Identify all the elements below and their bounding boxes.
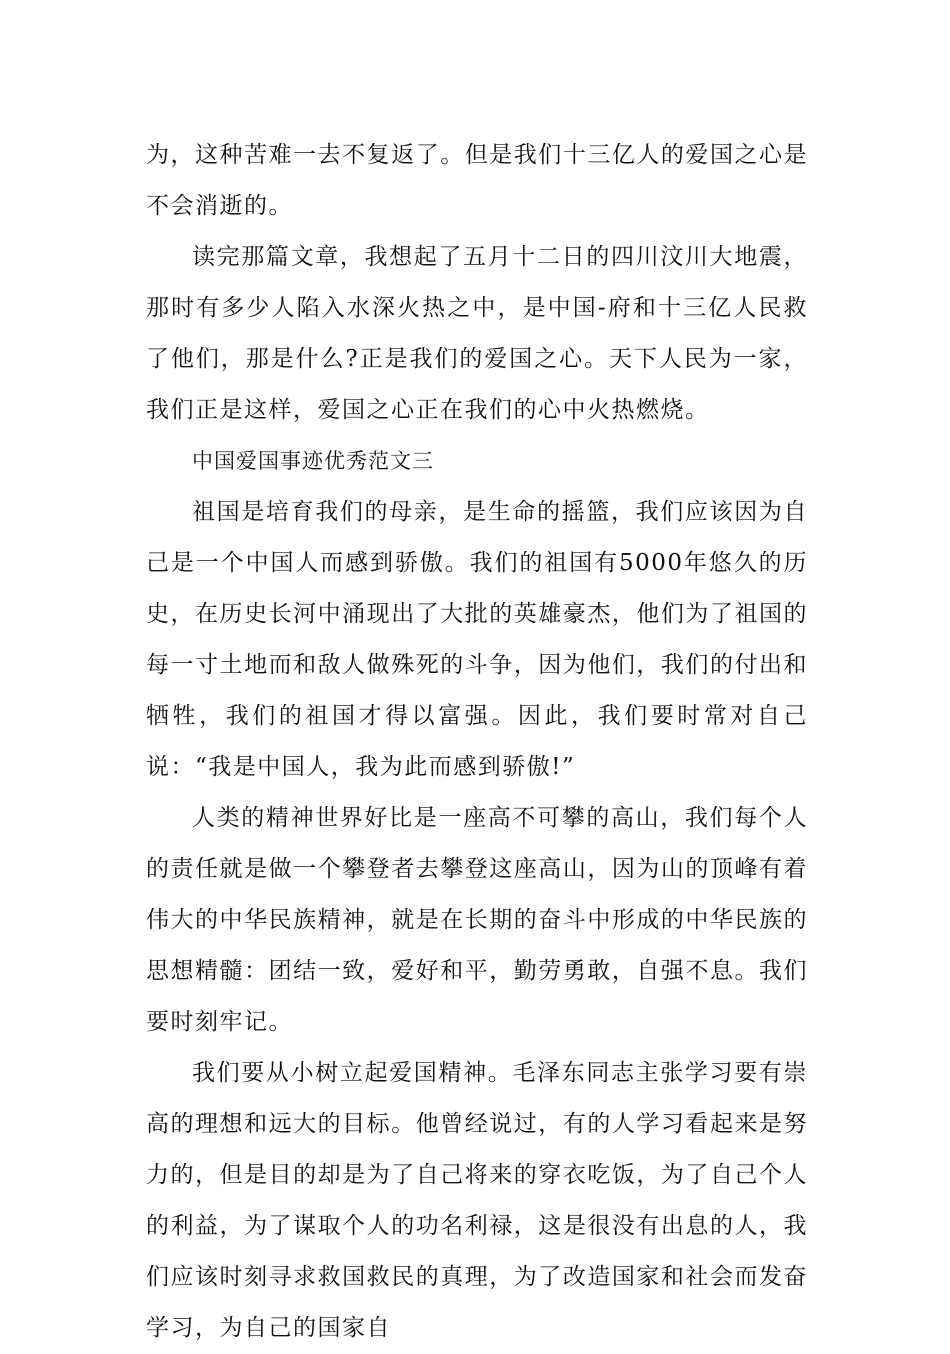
paragraph-spirit: 人类的精神世界好比是一座高不可攀的高山，我们每个人的责任就是做一个攀登者去攀登这座高山，因为山的顶峰有着伟大的中华民族精神，就是在长期的奋斗中形成的中华民族的思想精髓：团结一致，爱好和平，勤劳勇敢，自强不息。我们要时刻牢记。 — [146, 805, 808, 1035]
paragraph-earthquake: 读完那篇文章，我想起了五月十二日的四川汶川大地震，那时有多少人陷入水深火热之中，是中国-府和十三亿人民救了他们，那是什么?正是我们的爱国之心。天下人民为一家，我们正是这样，爱国之心正在我们的心中火热燃烧。 — [146, 244, 808, 423]
paragraph-continuation: 为，这种苦难一去不复返了。但是我们十三亿人的爱国之心是不会消逝的。 — [146, 142, 808, 219]
section-heading: 中国爱国事迹优秀范文三 — [192, 449, 434, 473]
paragraph-motherland: 祖国是培育我们的母亲，是生命的摇篮，我们应该因为自己是一个中国人而感到骄傲。我们的祖国有5000年悠久的历史，在历史长河中涌现出了大批的英雄豪杰，他们为了祖国的每一寸土地而和敌人做殊死的斗争，因为他们，我们的付出和牺牲，我们的祖国才得以富强。因此，我们要时常对自己说：“我是中国人，我为此而感到骄傲!” — [146, 499, 808, 780]
paragraph-patriotism: 我们要从小树立起爱国精神。毛泽东同志主张学习要有崇高的理想和远大的目标。他曾经说过，有的人学习看起来是努力的，但是目的却是为了自己将来的穿衣吃饭，为了自己个人的利益，为了谋取个人的功名利禄，这是很没有出息的人，我们应该时刻寻求救国救民的真理，为了改造国家和社会而发奋学习，为自己的国家自 — [146, 1060, 808, 1341]
document-body — [146, 130, 808, 1354]
